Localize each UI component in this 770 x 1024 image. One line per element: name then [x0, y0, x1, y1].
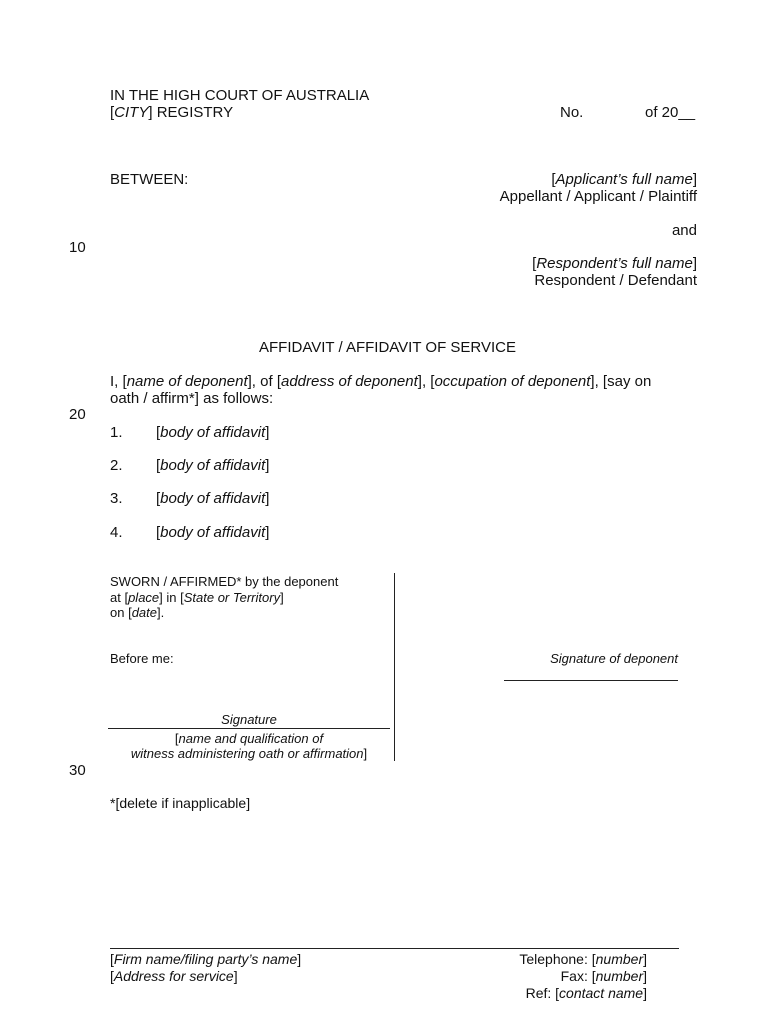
witness-signature-line	[108, 728, 390, 729]
paragraph-number: 2.	[110, 457, 123, 474]
deponent-occupation-placeholder: occupation of deponent	[434, 373, 591, 390]
paragraph-body-text: body of affidavit	[160, 490, 266, 507]
before-me-label: Before me:	[110, 651, 174, 666]
footer-rule	[110, 948, 679, 949]
registry-line: [CITY] REGISTRY	[110, 104, 234, 121]
witness-details-line-2: witness administering oath or affirmation]	[130, 746, 368, 761]
reference: Ref: [contact name]	[525, 985, 647, 1001]
place-placeholder: place	[128, 590, 160, 605]
deponent-address-placeholder: address of deponent	[280, 373, 418, 390]
paragraph-body: [body of affidavit]	[156, 424, 270, 441]
and-label: and	[671, 222, 697, 239]
paragraph-body: [body of affidavit]	[156, 490, 270, 507]
document-title: AFFIDAVIT / AFFIDAVIT OF SERVICE	[259, 339, 516, 356]
jurat-date: on [date].	[110, 605, 165, 620]
between-label: BETWEEN:	[110, 171, 189, 188]
paragraph-body: [body of affidavit]	[156, 524, 270, 541]
line-number-30: 30	[69, 762, 86, 779]
date-placeholder: date	[131, 605, 157, 620]
applicant-name-text: Applicant’s full name	[555, 171, 693, 188]
witness-details-line-1: [name and qualification of	[174, 731, 324, 746]
paragraph-number: 1.	[110, 424, 123, 441]
line-number-10: 10	[69, 239, 86, 256]
jurat-divider	[394, 573, 395, 761]
deponent-name-placeholder: name of deponent	[126, 373, 248, 390]
respondent-role: Respondent / Defendant	[534, 272, 697, 289]
jurat-sworn: SWORN / AFFIRMED* by the deponent	[110, 574, 339, 589]
witness-signature-label: Signature	[221, 712, 277, 727]
registry-city: CITY	[114, 104, 149, 121]
paragraph-number: 4.	[110, 524, 123, 541]
jurat-place: at [place] in [State or Territory]	[110, 590, 284, 605]
case-year-label: of 20__	[645, 104, 696, 121]
paragraph-number: 3.	[110, 490, 123, 507]
firm-name: [Firm name/filing party’s name]	[110, 951, 302, 967]
applicant-role: Appellant / Applicant / Plaintiff	[499, 188, 697, 205]
paragraph-body-text: body of affidavit	[160, 424, 266, 441]
intro-line-2: oath / affirm*] as follows:	[110, 390, 274, 407]
state-placeholder: State or Territory	[183, 590, 281, 605]
paragraph-body: [body of affidavit]	[156, 457, 270, 474]
paragraph-body-text: body of affidavit	[160, 457, 266, 474]
fax: Fax: [number]	[560, 968, 647, 984]
delete-note: *[delete if inapplicable]	[110, 795, 251, 811]
deponent-signature-label: Signature of deponent	[550, 651, 678, 666]
respondent-name-text: Respondent’s full name	[536, 255, 693, 272]
line-number-20: 20	[69, 406, 86, 423]
respondent-name: [Respondent’s full name]	[532, 255, 697, 272]
court-title: IN THE HIGH COURT OF AUSTRALIA	[110, 87, 370, 104]
service-address: [Address for service]	[110, 968, 238, 984]
registry-word: REGISTRY	[156, 104, 234, 121]
paragraph-body-text: body of affidavit	[160, 524, 266, 541]
deponent-signature-line	[504, 680, 678, 681]
case-number-label: No.	[560, 104, 584, 121]
telephone: Telephone: [number]	[519, 951, 647, 967]
intro-line-1: I, [name of deponent], of [address of deponent], [occupation of deponent], [say on	[110, 373, 652, 390]
applicant-name: [Applicant’s full name]	[551, 171, 697, 188]
